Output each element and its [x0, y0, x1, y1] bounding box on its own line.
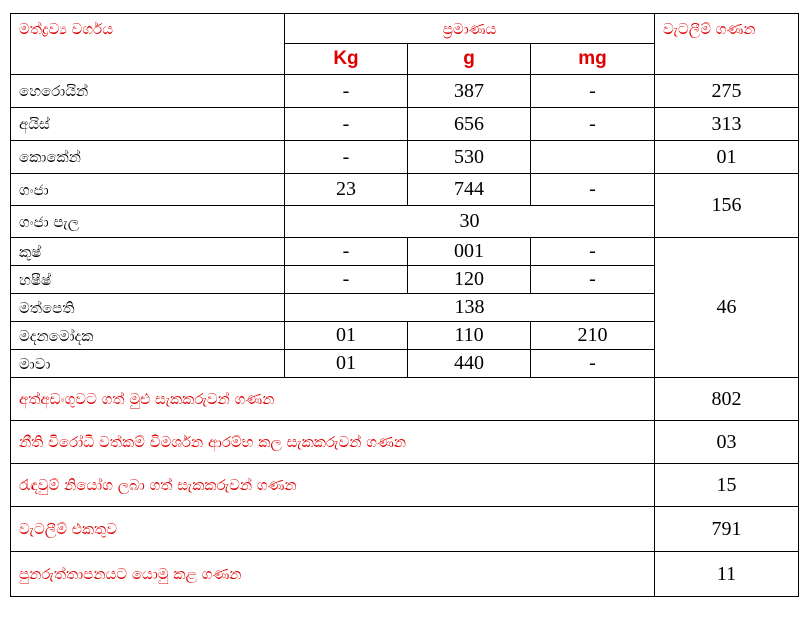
drug-name: හෙරොයින් [11, 75, 285, 108]
quantity-merged-cell: 30 [285, 206, 655, 238]
drug-name: මත්පෙති [11, 294, 285, 322]
raids-merged-cell: 156 [655, 174, 799, 238]
table-row [11, 108, 799, 141]
summary-value: 802 [655, 378, 799, 421]
g-cell: 744 [408, 174, 531, 206]
g-cell: 440 [408, 350, 531, 378]
table-row [11, 141, 799, 174]
mg-cell: - [531, 238, 655, 266]
mg-cell: - [531, 174, 655, 206]
summary-label: අත්අඩංගුවට ගත් මුළු සැකකරුවන් ගණන [11, 378, 655, 421]
unit-kg: Kg [285, 44, 408, 75]
table-row [11, 174, 799, 206]
table-row [11, 238, 799, 266]
drug-raid-table [10, 13, 799, 597]
drug-name: මදනමෝදක [11, 322, 285, 350]
drug-name: අයිස් [11, 108, 285, 141]
summary-label: පුනරුත්තාපනයට යොමු කළ ගණන [11, 552, 655, 597]
kg-cell: 23 [285, 174, 408, 206]
header-category: මත්ද්‍රව්‍ය වර්ගය [11, 14, 285, 75]
summary-row [11, 464, 799, 507]
drug-name: ගංජා පැල [11, 206, 285, 238]
kg-cell: - [285, 75, 408, 108]
summary-value: 15 [655, 464, 799, 507]
raids-cell: 01 [655, 141, 799, 174]
g-cell: 656 [408, 108, 531, 141]
g-cell: 001 [408, 238, 531, 266]
kg-cell: - [285, 238, 408, 266]
drug-name: කොකේන් [11, 141, 285, 174]
summary-row [11, 378, 799, 421]
g-cell: 120 [408, 266, 531, 294]
mg-cell: - [531, 75, 655, 108]
g-cell: 387 [408, 75, 531, 108]
mg-cell: - [531, 266, 655, 294]
kg-cell: 01 [285, 350, 408, 378]
mg-cell: 210 [531, 322, 655, 350]
kg-cell: 01 [285, 322, 408, 350]
summary-label: වැටලීම් එකතුව [11, 507, 655, 552]
unit-mg: mg [531, 44, 655, 75]
kg-cell: - [285, 266, 408, 294]
raids-merged-cell: 46 [655, 238, 799, 378]
g-cell: 110 [408, 322, 531, 350]
drug-name: මාවා [11, 350, 285, 378]
summary-value: 791 [655, 507, 799, 552]
drug-name: කුෂ් [11, 238, 285, 266]
mg-cell: - [531, 108, 655, 141]
mg-cell [531, 141, 655, 174]
quantity-merged-cell: 138 [285, 294, 655, 322]
table-row [11, 75, 799, 108]
unit-g: g [408, 44, 531, 75]
summary-value: 11 [655, 552, 799, 597]
kg-cell: - [285, 141, 408, 174]
header-quantity: ප්‍රමාණය [285, 14, 655, 44]
raids-cell: 313 [655, 108, 799, 141]
kg-cell: - [285, 108, 408, 141]
summary-row [11, 552, 799, 597]
g-cell: 530 [408, 141, 531, 174]
summary-label: නීති විරෝධී වත්කම් විමර්ශන ආරම්භ කල සැකකරුවන් ගණන [11, 421, 655, 464]
raids-cell: 275 [655, 75, 799, 108]
summary-row [11, 421, 799, 464]
drug-name: හෂීෂ් [11, 266, 285, 294]
summary-label: රැඳවුම් නියෝග ලබා ගත් සැකකරුවන් ගණන [11, 464, 655, 507]
header-raids: වැටලීම් ගණන [655, 14, 799, 75]
summary-value: 03 [655, 421, 799, 464]
drug-name: ගංජා [11, 174, 285, 206]
mg-cell: - [531, 350, 655, 378]
summary-row [11, 507, 799, 552]
